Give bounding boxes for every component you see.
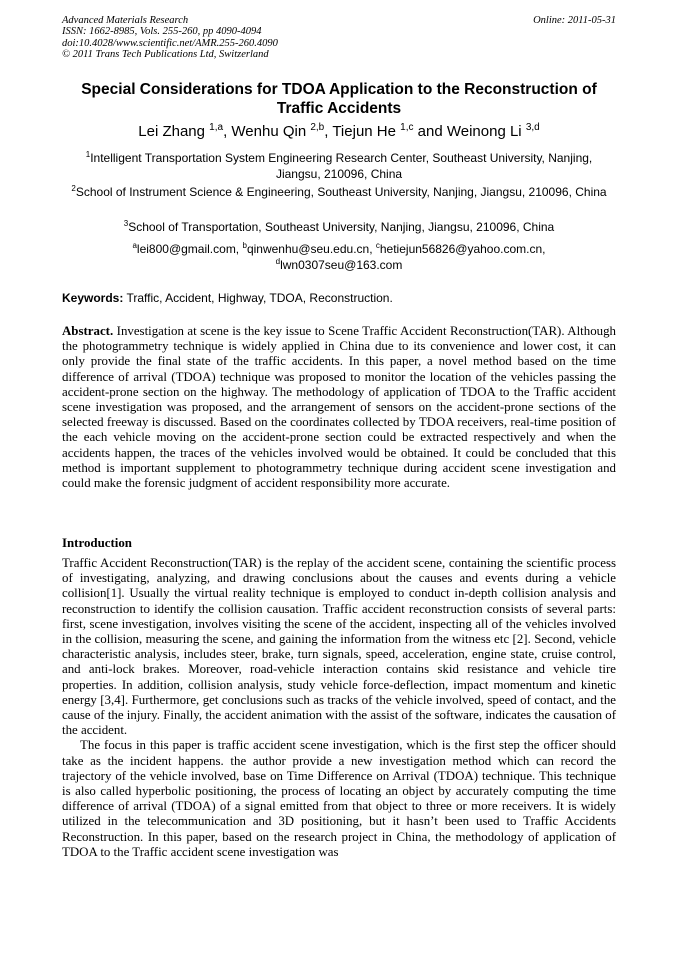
email-superscript: a — [132, 241, 137, 250]
affiliation-3 — [62, 220, 616, 236]
paper-title: Special Considerations for TDOA Application to the Reconstruction of Traffic Accidents — [81, 81, 597, 117]
abstract — [62, 324, 616, 491]
email-superscript: c — [375, 241, 380, 250]
affiliation-number: 2 — [71, 184, 76, 193]
email-address[interactable]: lei800@gmail.com, — [136, 242, 243, 256]
author-separator: and — [413, 123, 447, 140]
email-superscript: b — [242, 241, 247, 250]
affiliation-text: School of Transportation, Southeast University, Nanjing, Jiangsu, 210096, China — [128, 220, 555, 234]
abstract-text: Investigation at scene is the key issue to Scene Traffic Accident Reconstruction(TAR). Although the photogrammetry technique is widely applied in China due to its convenience and lower cost, it can only provide the final state of the traffic accidents. In this paper, a novel method based on the time difference of arrival (TDOA) technique was proposed to monitor the location of the vehicles passing the accident-prone section on the highway. The methodology of application of TDOA to the Traffic accident scene investigation was proposed, and the arrangement of sensors on the accident-prone sections of the selected freeway is discussed. Based on the coordinates collected by TDOA receivers, real-time position of the each vehicle moving on the accident-prone section could be extracted respectively and when the accidents happen, the traces of the vehicles involved would be obtained. It could be concluded that this method is important supplement to photogrammetry technique during accident scene investigation and could make the forensic judgment of accident responsibility more accurate. — [62, 324, 616, 491]
abstract-label: Abstract. — [62, 324, 114, 338]
introduction-body — [62, 556, 616, 860]
author-name: Tiejun He — [332, 123, 396, 140]
email-address[interactable]: hetiejun56826@yahoo.com.cn, — [379, 242, 546, 256]
email-address[interactable]: lwn0307seu@163.com — [280, 257, 403, 272]
journal-header — [62, 15, 616, 61]
section-heading-introduction: Introduction — [62, 536, 132, 550]
copyright-line: © 2011 Trans Tech Publications Ltd, Switzerland — [62, 49, 269, 61]
author-name: Lei Zhang — [138, 123, 205, 140]
keywords — [62, 291, 616, 306]
affiliation-number: 1 — [85, 150, 91, 159]
author-name: Weinong Li — [446, 123, 522, 140]
email-address[interactable]: qinwenhu@seu.edu.cn, — [246, 242, 376, 256]
affiliation-1 — [62, 151, 616, 182]
issn-line: ISSN: 1662-8985, Vols. 255-260, pp 4090-4094 — [62, 26, 262, 38]
author-superscript: 2,b — [310, 122, 325, 133]
author-list — [62, 123, 616, 141]
author-superscript: 3,d — [525, 122, 540, 133]
doi-line: doi:10.4028/www.scientific.net/AMR.255-260.4090 — [62, 37, 278, 49]
paragraph: Traffic Accident Reconstruction(TAR) is the replay of the accident scene, containing the scientific process of investigating, analyzing, and drawing conclusions about the causes and events during a vehicle collision[1]. Usually the virtual reality technique is employed to conduct in-depth collision analysis and reconstruction to identify the collision causation. Traffic accident reconstruction consists of several parts: first, scene investigation, involves visiting the scene of the accident, inspecting all of the vehicles involved in the collision, measuring the scene, and gaining the information from the witness etc [2]. Second, vehicle characteristic analysis, includes steer, brake, turn signals, speed, acceleration, engine state, cruise control, and anti-lock brakes. Moreover, road-vehicle interaction contains skid resistance and vehicle tire properties. In addition, collision analysis, study vehicle force-deflection, impact momentum and kinetic energy [3,4]. Furthermore, get conclusions such as tracks of the vehicle involved, speed of contact, and the cause of the injury. Finally, the accident animation with the assist of the software, indicates the causation of the accident. — [62, 556, 616, 738]
affiliation-text: School of Instrument Science & Engineering, Southeast University, Nanjing, Jiangsu, 210096, China — [75, 185, 607, 199]
author-superscript: 1,a — [209, 122, 224, 133]
keywords-text: Traffic, Accident, Highway, TDOA, Reconstruction. — [123, 291, 393, 305]
author-superscript: 1,c — [400, 122, 414, 133]
keywords-label: Keywords: — [62, 291, 124, 305]
email-superscript: d — [275, 256, 281, 266]
paragraph: The focus in this paper is traffic accident scene investigation, which is the first step the officer should take as the incident happens. the author provide a new investigation method which can record the trajectory of the vehicle involved, base on Time Difference on Arrival (TDOA) technique. This technique is also called hyperbolic positioning, the process of locating an object by accurately computing the time difference of arrival (TDOA) of a signal emitted from that object to three or more receivers. It is widely utilized in the telecommunication and 3D positioning, but it hasn’t been used to Traffic Accidents Reconstruction. In this paper, based on the research project in China, the methodology of application of TDOA to the Traffic accident scene investigation was — [62, 738, 616, 859]
affiliation-text: Intelligent Transportation System Engineering Research Center, Southeast University, Nanjing, Jiangsu, 210096, China — [90, 151, 593, 181]
affiliation-2 — [62, 185, 616, 201]
author-separator: , — [223, 123, 232, 140]
online-date: Online: 2011-05-31 — [533, 15, 616, 26]
author-separator: , — [324, 123, 333, 140]
author-name: Wenhu Qin — [231, 123, 307, 140]
journal-name: Advanced Materials Research — [62, 15, 189, 26]
email-list — [62, 242, 616, 273]
affiliation-number: 3 — [123, 219, 129, 228]
